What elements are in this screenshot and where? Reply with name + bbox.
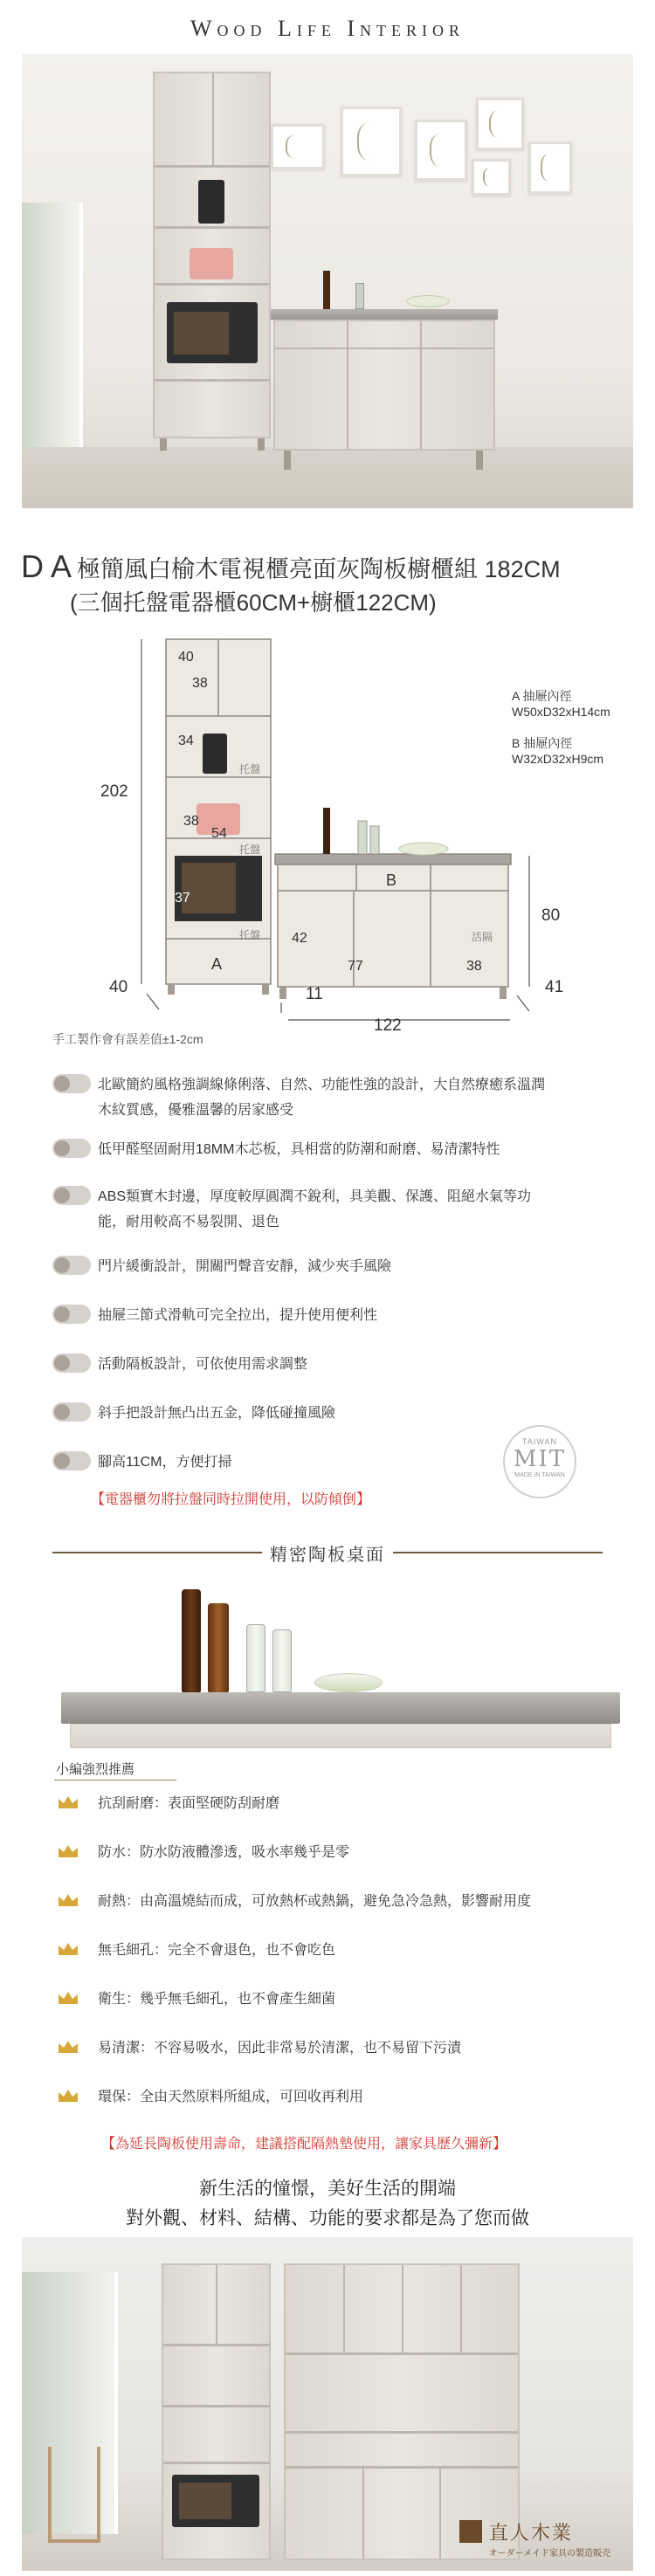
crown-icon <box>58 1795 79 1809</box>
toggle-icon <box>52 1451 91 1471</box>
tolerance-note: 手工製作會有誤差值±1-2cm <box>52 1032 203 1046</box>
wall-frame <box>472 159 511 196</box>
crown-icon <box>58 2089 79 2103</box>
dim-leg-height: 11 <box>306 985 323 1003</box>
recommend-item <box>52 1790 611 1825</box>
bottle <box>355 283 364 309</box>
plates <box>314 1673 383 1692</box>
microwave <box>167 302 258 363</box>
product-title <box>21 548 646 617</box>
recommend-text: 抗刮耐磨：表面堅硬防刮耐磨 <box>98 1796 280 1811</box>
tray-label: 托盤 <box>239 763 261 775</box>
chair <box>48 2447 100 2543</box>
warning-text: 【為延長陶板使用壽命，建議搭配隔熱墊使用，讓家具歷久彌新】 <box>101 2137 507 2152</box>
hero-photo <box>22 54 633 508</box>
dim-label: 38 <box>192 676 208 691</box>
recommend-text: 防水：防水防液體滲透，吸水率幾乎是零 <box>98 1845 350 1860</box>
feature-text: 低甲醛堅固耐用18MM木芯板，具相當的防潮和耐磨、易清潔特性 <box>98 1142 500 1157</box>
dim-label: 42 <box>292 931 307 946</box>
section-heading <box>52 1539 603 1565</box>
title-prefix: D A <box>21 548 72 584</box>
crown-icon <box>58 1942 79 1956</box>
recommend-text: 易清潔：不容易吸水，因此非常易於清潔，也不易留下污漬 <box>98 2041 462 2056</box>
recommend-item <box>52 1839 611 1874</box>
toggle-icon <box>52 1074 91 1093</box>
company-logo <box>489 2518 610 2559</box>
recommend-text: 無毛細孔：完全不會退色，也不會吃色 <box>98 1943 336 1958</box>
feature-text: 腳高11CM，方便打掃 <box>98 1455 232 1470</box>
coffee-machine <box>198 180 224 224</box>
wall-frame <box>341 107 402 176</box>
dim-label: 34 <box>178 734 194 748</box>
tall-cabinet <box>162 2263 271 2560</box>
logo-name: 直人木業 <box>488 2523 573 2545</box>
mit-bottom: MADE IN TAIWAN <box>514 1472 565 1478</box>
drawer-a-size: A 抽屜內徑 W50xD32xH14cm <box>512 689 610 719</box>
feature-item <box>52 1137 594 1163</box>
dim-depth-left: 40 <box>109 978 128 996</box>
feature-text: 活動隔板設計，可依使用需求調整 <box>98 1357 308 1372</box>
toaster <box>190 248 233 279</box>
divider-line <box>393 1552 603 1553</box>
dim-label: 40 <box>178 650 194 665</box>
oil-dispenser <box>272 1629 292 1692</box>
recommend-text: 耐熱：由高溫燒結而成，可放熱杯或熱鍋，避免急冷急熱，影響耐用度 <box>98 1894 532 1909</box>
ceramic-slab <box>61 1692 620 1724</box>
recommend-text: 衛生：幾乎無毛細孔，也不會產生細菌 <box>98 1992 336 2007</box>
low-cabinet <box>273 320 495 451</box>
recommend-item <box>52 1937 611 1972</box>
toggle-icon <box>52 1353 91 1373</box>
toggle-icon <box>52 1186 91 1205</box>
toggle-icon <box>52 1139 91 1158</box>
toggle-icon <box>52 1256 91 1275</box>
recommend-text: 環保：全由天然原料所組成，可回收再利用 <box>98 2090 364 2104</box>
crown-icon <box>58 1991 79 2005</box>
compartment-a-label: A <box>211 955 223 973</box>
crown-icon <box>58 1893 79 1907</box>
dimension-diagram <box>17 629 638 1065</box>
bottle <box>323 271 330 309</box>
feature-text: ABS類實木封邊，厚度較厚圓潤不銳利，具美觀、保護、阻絕水氣等功能，耐用較高不易裂開、退色 <box>98 1189 532 1229</box>
bottle <box>182 1589 201 1692</box>
toggle-icon <box>52 1402 91 1422</box>
recommend-item <box>52 1888 611 1923</box>
feature-text: 斜手把設計無凸出五金，降低碰撞風險 <box>98 1406 336 1421</box>
dim-depth-right: 41 <box>545 978 564 996</box>
crown-icon <box>58 2040 79 2054</box>
tall-cabinet <box>153 72 271 438</box>
brand-title: Wood Life Interior <box>190 16 465 41</box>
mit-badge <box>503 1425 576 1498</box>
recommend-heading: 小編強烈推薦 <box>56 1762 135 1777</box>
feature-item <box>52 1352 594 1378</box>
slogan-line1: 新生活的憧憬，美好生活的開端 <box>199 2179 456 2199</box>
slogan-line2: 對外觀、材料、結構、功能的要求都是為了您而做 <box>126 2208 529 2228</box>
feature-item <box>52 1254 594 1280</box>
tray-label: 托盤 <box>239 844 261 856</box>
feature-text: 門片緩衝設計，開關門聲音安靜，減少夾手風險 <box>98 1259 392 1274</box>
recommend-item <box>52 1986 611 2021</box>
feature-item <box>52 1401 594 1427</box>
feature-text: 抽屜三節式滑軌可完全拉出，提升使用便利性 <box>98 1308 378 1323</box>
dim-label: 37 <box>175 891 190 906</box>
dim-label: 38 <box>466 959 482 974</box>
section-title: 精密陶板桌面 <box>270 1546 385 1565</box>
countertop-photo <box>52 1572 620 1755</box>
logo-tagline: オーダーメイド家具の製造販売 <box>488 2549 610 2559</box>
feature-item <box>52 1303 594 1329</box>
warning-text: 【電器櫃勿將拉盤同時拉開使用，以防傾倒】 <box>91 1492 371 1507</box>
dim-label: 54 <box>211 826 227 841</box>
dim-width-right: 122 <box>374 1016 402 1035</box>
hutch-cabinet <box>284 2263 520 2560</box>
wall-frame <box>271 124 325 169</box>
window-decor <box>22 203 83 465</box>
shelf-label: 活隔 <box>472 931 493 943</box>
wall-frame <box>476 98 524 150</box>
feature-item <box>52 1072 594 1126</box>
drawer-b-size: B 抽屜內徑 W32xD32xH9cm <box>512 736 604 766</box>
bottle <box>208 1603 229 1692</box>
title-line2: (三個托盤電器櫃60CM+櫥櫃122CM) <box>70 589 437 616</box>
cabinet-top-edge <box>70 1724 611 1748</box>
recommend-item <box>52 2084 611 2118</box>
dim-label: 77 <box>348 959 363 974</box>
wall-frame <box>415 120 467 181</box>
logo-mark-icon <box>459 2520 482 2543</box>
compartment-b-label: B <box>386 871 397 889</box>
recommend-item <box>52 2035 611 2070</box>
oil-dispenser <box>246 1624 265 1692</box>
tray-label: 托盤 <box>239 929 261 941</box>
crown-icon <box>58 1844 79 1858</box>
floor <box>22 447 633 508</box>
dim-label: 38 <box>183 814 199 829</box>
dim-height-right: 80 <box>541 906 561 925</box>
feature-text: 北歐簡約風格強調線條俐落、自然、功能性強的設計，大自然療癒系溫潤木紋質感，優雅溫馨的居家感受 <box>98 1078 546 1118</box>
toggle-icon <box>52 1305 91 1324</box>
lifestyle-photo <box>22 2237 633 2571</box>
wall-frame <box>528 141 572 194</box>
mit-mid: MIT <box>513 1446 567 1472</box>
feature-item <box>52 1184 594 1238</box>
mit-top: TAIWAN <box>522 1437 557 1446</box>
title-line1: 極簡風白榆木電視櫃亮面灰陶板櫥櫃組 182CM <box>77 556 561 582</box>
ceramic-top <box>271 309 498 320</box>
brand-header <box>0 0 655 54</box>
dim-height-total: 202 <box>100 782 128 801</box>
plates <box>406 295 450 307</box>
